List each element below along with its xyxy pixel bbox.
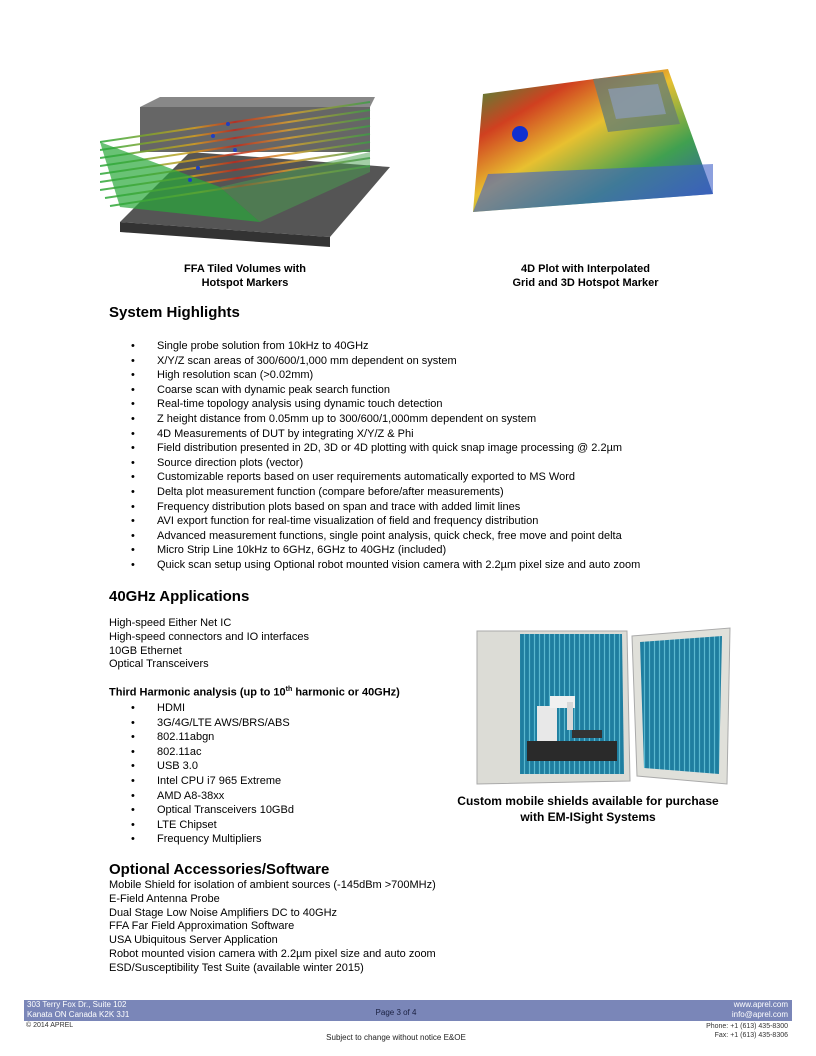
email-link[interactable]: info@aprel.com [731,1010,788,1019]
list-item: • Single probe solution from 10kHz to 40GHz [109,339,640,354]
list-item: • X/Y/Z scan areas of 300/600/1,000 mm dependent on system [109,354,640,369]
list-item: • AVI export function for real-time visualization of field and frequency distribution [109,514,640,529]
phone-number: Phone: +1 (613) 435-8300 [706,1023,788,1030]
list-item: • Real-time topology analysis using dynamic touch detection [109,397,640,412]
list-item: FFA Far Field Approximation Software [109,920,295,933]
list-item: • 802.11ac [109,745,294,760]
4d-plot-image [468,64,718,214]
list-item: USA Ubiquitous Server Application [109,934,278,947]
list-item: • Customizable reports based on user requirements automatically exported to MS Word [109,470,640,485]
list-item: • Coarse scan with dynamic peak search function [109,383,640,398]
system-highlights-list [109,339,640,573]
system-highlights-heading: System Highlights [109,304,240,321]
caption-line: FFA Tiled Volumes with [183,263,307,275]
harmonic-title-text: harmonic or 40GHz) [292,686,400,699]
list-item: High-speed connectors and IO interfaces [109,630,309,643]
list-item: High-speed Either Net IC [109,617,232,629]
harmonic-title-text: Third Harmonic analysis (up to 10 [109,686,286,699]
harmonic-list [109,701,294,847]
list-item: • Field distribution presented in 2D, 3D or 4D plotting with quick snap image processing @ 2.2µm [109,441,640,456]
fax-number: Fax: +1 (613) 435-8306 [714,1032,788,1039]
list-item: • USB 3.0 [109,759,294,774]
list-item: • 4D Measurements of DUT by integrating X/Y/Z & Phi [109,427,640,442]
accessories-list [109,879,436,976]
list-item: Optical Transceivers [109,658,209,671]
address-line: 303 Terry Fox Dr., Suite 102 [27,1000,127,1009]
list-item: ESD/Susceptibility Test Suite (available winter 2015) [109,961,364,974]
caption-line: 4D Plot with Interpolated [521,263,650,275]
page-number: Page 3 of 4 [375,1008,417,1017]
footer-contact [732,1000,788,1020]
shield-caption [430,793,746,825]
caption-line: Hotspot Markers [201,277,289,289]
disclaimer-note: Subject to change without notice E&OE [326,1033,466,1042]
harmonic-analysis-title [109,686,400,699]
applications-heading: 40GHz Applications [109,588,250,605]
list-item: • Delta plot measurement function (compare before/after measurements) [109,485,640,500]
list-item: • Optical Transceivers 10GBd [109,803,294,818]
list-item: • 3G/4G/LTE AWS/BRS/ABS [109,716,294,731]
list-item: • LTE Chipset [109,818,294,833]
applications-list [109,617,309,672]
list-item: • Z height distance from 0.05mm up to 300/600/1,000mm dependent on system [109,412,640,427]
list-item: Robot mounted vision camera with 2.2µm pixel size and auto zoom [109,947,436,960]
address-line: Kanata ON Canada K2K 3J1 [27,1010,130,1019]
list-item: Mobile Shield for isolation of ambient sources (-145dBm >700MHz) [109,879,436,891]
list-item: • Advanced measurement functions, single point analysis, quick check, free move and point delta [109,529,640,544]
list-item: • 802.11abgn [109,730,294,745]
list-item: 10GB Ethernet [109,644,182,657]
list-item: • Intel CPU i7 965 Extreme [109,774,294,789]
caption-line: Custom mobile shields available for purchase [457,794,719,808]
list-item: • Source direction plots (vector) [109,456,640,471]
list-item: • HDMI [109,701,294,716]
copyright: © 2014 APREL [26,1022,74,1029]
caption-line: with EM-ISight Systems [520,810,656,824]
mobile-shield-image [472,626,734,786]
accessories-heading: Optional Accessories/Software [109,861,330,878]
4d-plot-caption [478,262,693,290]
ffa-tiled-volumes-image [100,92,400,272]
harmonic-title-sup: th [285,686,293,693]
website-link[interactable]: www.aprel.com [733,1000,788,1009]
list-item: • AMD A8-38xx [109,789,294,804]
list-item: • Micro Strip Line 10kHz to 6GHz, 6GHz to 40GHz (included) [109,543,640,558]
list-item: • High resolution scan (>0.02mm) [109,368,640,383]
list-item: • Frequency Multipliers [109,832,294,847]
list-item: • Quick scan setup using Optional robot mounted vision camera with 2.2µm pixel size and auto zoom [109,558,640,573]
list-item: E-Field Antenna Probe [109,892,220,905]
list-item: • Frequency distribution plots based on span and trace with added limit lines [109,500,640,515]
list-item: Dual Stage Low Noise Amplifiers DC to 40GHz [109,906,338,919]
ffa-figure-caption [150,262,340,290]
caption-line: Grid and 3D Hotspot Marker [512,277,659,289]
